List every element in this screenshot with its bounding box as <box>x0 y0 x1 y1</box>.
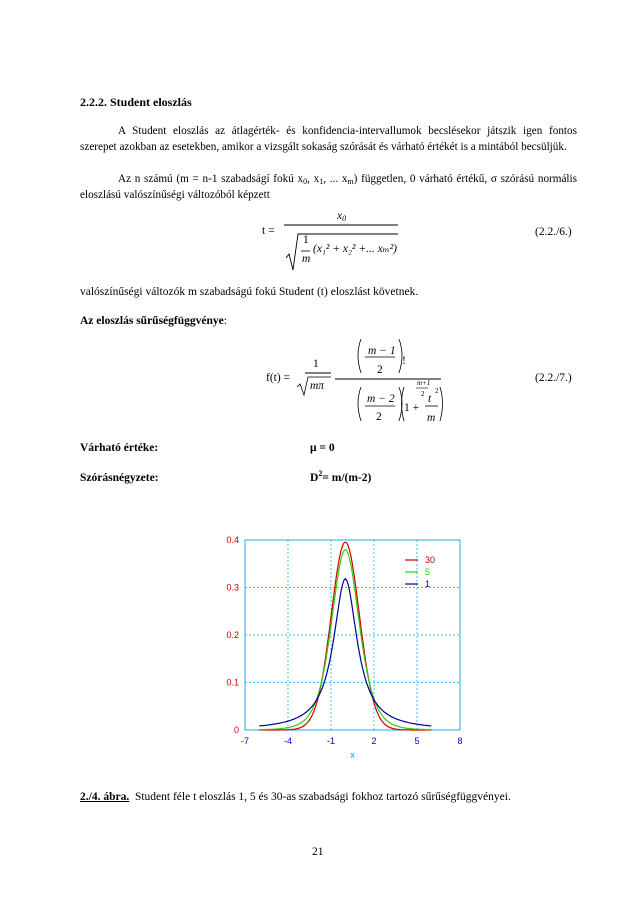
x-tick-label: -4 <box>283 736 293 746</box>
eq2-t-exponent: 2 <box>435 387 439 395</box>
variance-formula: = m/(m-2) <box>322 472 372 484</box>
paragraph-definition <box>80 171 577 203</box>
eq1-numerator <box>337 210 346 222</box>
eq1-m: m <box>302 253 311 265</box>
density-heading-colon: : <box>223 315 227 327</box>
eq2-one-plus: 1 + <box>404 402 420 414</box>
eq2-factorial: ! <box>402 355 406 367</box>
eq1-sum-squares: (x₁² + x₂² +... xₘ²) <box>313 243 398 255</box>
x-tick-label: 2 <box>371 736 377 746</box>
x-tick-label: 8 <box>457 736 463 746</box>
eq2-bot-num: m − 2 <box>367 393 395 405</box>
student-t-chart <box>200 528 470 778</box>
page-number: 21 <box>312 846 324 858</box>
series-line-df-5 <box>259 550 431 730</box>
chart-svg <box>200 528 470 778</box>
eq1-num-x: x <box>337 210 343 222</box>
x-tick-label: -1 <box>326 736 336 746</box>
x-tick-label: 5 <box>414 736 420 746</box>
density-heading-bold: Az eloszlás sűrűségfüggvénye <box>80 315 224 327</box>
figure-caption <box>80 791 511 803</box>
eq1-lhs: t = <box>262 225 275 237</box>
section-heading: 2.2.2. Student eloszlás <box>80 95 192 109</box>
variance-value <box>310 469 372 484</box>
eq1-number: (2.2./6.) <box>535 226 572 238</box>
eq1-num-sub: 0 <box>342 214 347 223</box>
x-tick-label: -7 <box>240 736 250 746</box>
y-tick-label: 0.4 <box>226 535 239 545</box>
y-tick-label: 0.3 <box>226 582 239 593</box>
eq2-top-num: m − 1 <box>368 345 396 357</box>
legend-label-1: 1 <box>425 579 431 589</box>
para2-text-2: , x <box>307 173 320 185</box>
y-tick-label: 0.2 <box>226 630 239 640</box>
para2-sub-0: 0 <box>303 177 308 186</box>
caption-label: 2./4. ábra. <box>80 791 130 803</box>
eq1-one: 1 <box>303 234 309 246</box>
eq2-bot-den: 2 <box>376 411 382 423</box>
eq2-sqrt-mpi: mπ <box>310 380 325 392</box>
expected-label: Várható értéke: <box>80 442 159 454</box>
legend-label-30: 30 <box>425 555 436 565</box>
eq2-m: m <box>427 412 436 424</box>
eq2-lhs: f(t) = <box>266 372 291 384</box>
y-tick-label: 0.1 <box>226 677 239 688</box>
variance-sup: 2 <box>318 469 323 478</box>
para2-text-1: Az n számú (m = n-1 szabadságí fokú x <box>118 173 304 185</box>
y-tick-label: 0 <box>233 725 239 735</box>
legend-label-5: 5 <box>425 567 431 577</box>
paragraph-intro: A Student eloszlás az átlagérték- és konfidencia-intervallumok becslésekor játszik igen fontos szerepet azokban az esetekben, amikor a vizsgált sokaság szórását és várható értékét is a mintából becsüljük. <box>80 125 577 153</box>
paragraph-student-follows: valószínűségi változók m szabadságú fokú Student (t) eloszlást követnek. <box>80 286 419 298</box>
para2-text-3: , ... x <box>323 173 348 185</box>
eq2-fraction-lines <box>295 335 445 430</box>
para2-sub-m: m <box>347 177 354 186</box>
eq2-one: 1 <box>313 358 319 370</box>
variance-label: Szórásnégyzete: <box>80 472 159 484</box>
eq2-t: t <box>428 393 432 405</box>
series-line-df-30 <box>259 542 431 730</box>
eq2-top-den: 2 <box>377 364 383 376</box>
density-heading <box>80 315 227 327</box>
variance-d: D <box>310 472 319 484</box>
x-axis-label: x <box>350 750 355 760</box>
eq2-outer-exponent-num: m+1 <box>417 379 431 387</box>
para2-sub-1: 1 <box>319 177 324 186</box>
eq2-outer-exponent-den: 2 <box>421 390 425 398</box>
series-line-df-1 <box>259 579 431 726</box>
eq2-number: (2.2./7.) <box>535 372 572 384</box>
caption-text: Student féle t eloszlás 1, 5 és 30-as szabadsági fokhoz tartozó sűrűségfüggvényei. <box>134 791 511 803</box>
para2-text-4: ) független, 0 várható értékű, σ szórású normális eloszlású valószínűségi változóból képzett <box>80 173 578 201</box>
expected-value: μ = 0 <box>310 442 335 454</box>
